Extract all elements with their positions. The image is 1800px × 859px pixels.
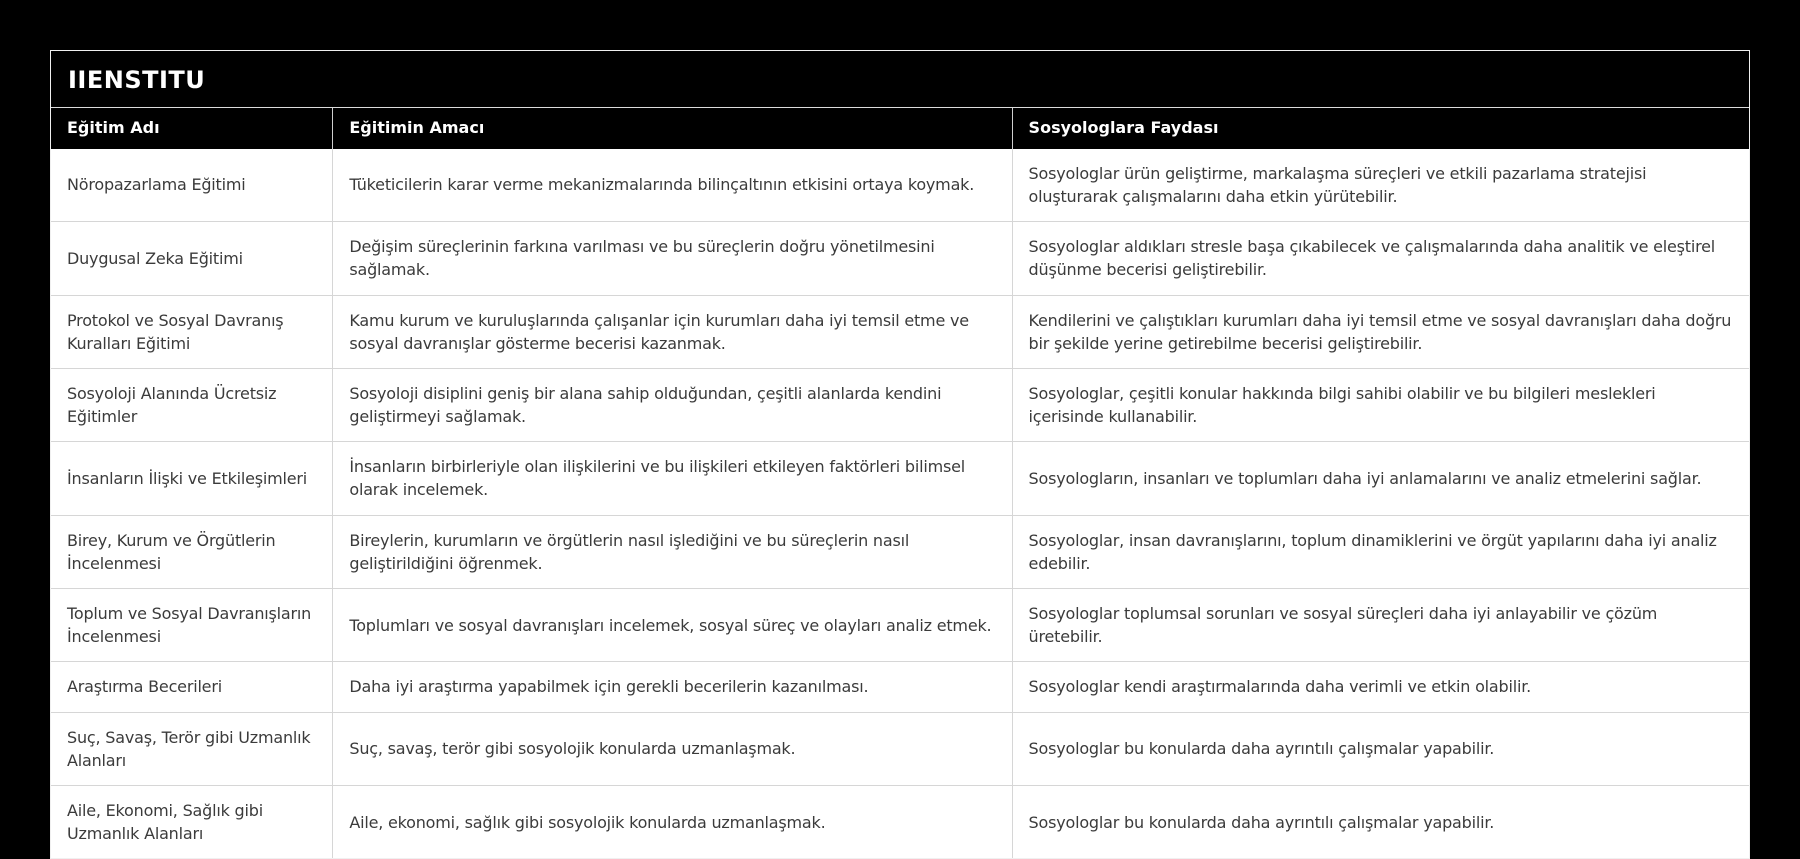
- education-purpose-cell: Toplumları ve sosyal davranışları incelemek, sosyal süreç ve olayları analiz etmek.: [333, 589, 1012, 662]
- education-purpose-cell: Daha iyi araştırma yapabilmek için gerekli becerilerin kazanılması.: [333, 662, 1012, 712]
- education-name-cell: İnsanların İlişki ve Etkileşimleri: [51, 442, 333, 515]
- table-row: [51, 712, 1749, 785]
- education-name-cell: Nöropazarlama Eğitimi: [51, 149, 333, 222]
- brand-title: IIENSTITU: [51, 51, 1749, 108]
- table-row: [51, 149, 1749, 222]
- sociologist-benefit-cell: Sosyologlar toplumsal sorunları ve sosyal süreçleri daha iyi anlayabilir ve çözüm üretebilir.: [1012, 589, 1749, 662]
- education-name-cell: Protokol ve Sosyal Davranış Kuralları Eğitimi: [51, 295, 333, 368]
- iienstitu-panel: [50, 50, 1750, 859]
- sociologist-benefit-cell: Kendilerini ve çalıştıkları kurumları daha iyi temsil etme ve sosyal davranışları daha doğru bir şekilde yerine getirebilme becerisi geliştirebilir.: [1012, 295, 1749, 368]
- table-row: [51, 222, 1749, 295]
- education-name-cell: Birey, Kurum ve Örgütlerin İncelenmesi: [51, 515, 333, 588]
- table-row: [51, 295, 1749, 368]
- education-purpose-cell: Kamu kurum ve kuruluşlarında çalışanlar için kurumları daha iyi temsil etme ve sosyal davranışlar gösterme becerisi kazanmak.: [333, 295, 1012, 368]
- education-purpose-cell: Değişim süreçlerinin farkına varılması ve bu süreçlerin doğru yönetilmesini sağlamak.: [333, 222, 1012, 295]
- education-purpose-cell: Suç, savaş, terör gibi sosyolojik konularda uzmanlaşmak.: [333, 712, 1012, 785]
- table-header-row: [51, 108, 1749, 149]
- education-name-cell: Suç, Savaş, Terör gibi Uzmanlık Alanları: [51, 712, 333, 785]
- sociologist-benefit-cell: Sosyologlar ürün geliştirme, markalaşma süreçleri ve etkili pazarlama stratejisi oluşturarak çalışmalarını daha etkin yürütebilir.: [1012, 149, 1749, 222]
- table-row: [51, 589, 1749, 662]
- sociologist-benefit-cell: Sosyologlar aldıkları stresle başa çıkabilecek ve çalışmalarında daha analitik ve eleştirel düşünme becerisi geliştirebilir.: [1012, 222, 1749, 295]
- sociologist-benefit-cell: Sosyologlar, insan davranışlarını, toplum dinamiklerini ve örgüt yapılarını daha iyi analiz edebilir.: [1012, 515, 1749, 588]
- column-header-sosyologlara-faydasi: Sosyologlara Faydası: [1012, 108, 1749, 149]
- education-purpose-cell: İnsanların birbirleriyle olan ilişkilerini ve bu ilişkileri etkileyen faktörleri bilimsel olarak incelemek.: [333, 442, 1012, 515]
- table-row: [51, 442, 1749, 515]
- sociologist-benefit-cell: Sosyologlar, çeşitli konular hakkında bilgi sahibi olabilir ve bu bilgileri meslekleri içerisinde kullanabilir.: [1012, 368, 1749, 441]
- education-name-cell: Sosyoloji Alanında Ücretsiz Eğitimler: [51, 368, 333, 441]
- education-name-cell: Toplum ve Sosyal Davranışların İncelenmesi: [51, 589, 333, 662]
- table-row: [51, 785, 1749, 858]
- sociologist-benefit-cell: Sosyologlar bu konularda daha ayrıntılı çalışmalar yapabilir.: [1012, 785, 1749, 858]
- table-row: [51, 368, 1749, 441]
- column-header-egitimin-amaci: Eğitimin Amacı: [333, 108, 1012, 149]
- education-purpose-cell: Bireylerin, kurumların ve örgütlerin nasıl işlediğini ve bu süreçlerin nasıl geliştirildiğini öğrenmek.: [333, 515, 1012, 588]
- education-purpose-cell: Tüketicilerin karar verme mekanizmalarında bilinçaltının etkisini ortaya koymak.: [333, 149, 1012, 222]
- sociologist-benefit-cell: Sosyologlar kendi araştırmalarında daha verimli ve etkin olabilir.: [1012, 662, 1749, 712]
- education-purpose-cell: Aile, ekonomi, sağlık gibi sosyolojik konularda uzmanlaşmak.: [333, 785, 1012, 858]
- table-row: [51, 662, 1749, 712]
- trainings-table: [51, 108, 1749, 858]
- sociologist-benefit-cell: Sosyologlar bu konularda daha ayrıntılı çalışmalar yapabilir.: [1012, 712, 1749, 785]
- sociologist-benefit-cell: Sosyologların, insanları ve toplumları daha iyi anlamalarını ve analiz etmelerini sağlar.: [1012, 442, 1749, 515]
- education-name-cell: Aile, Ekonomi, Sağlık gibi Uzmanlık Alanları: [51, 785, 333, 858]
- education-purpose-cell: Sosyoloji disiplini geniş bir alana sahip olduğundan, çeşitli alanlarda kendini geliştirmeyi sağlamak.: [333, 368, 1012, 441]
- education-name-cell: Duygusal Zeka Eğitimi: [51, 222, 333, 295]
- table-row: [51, 515, 1749, 588]
- education-name-cell: Araştırma Becerileri: [51, 662, 333, 712]
- column-header-egitim-adi: Eğitim Adı: [51, 108, 333, 149]
